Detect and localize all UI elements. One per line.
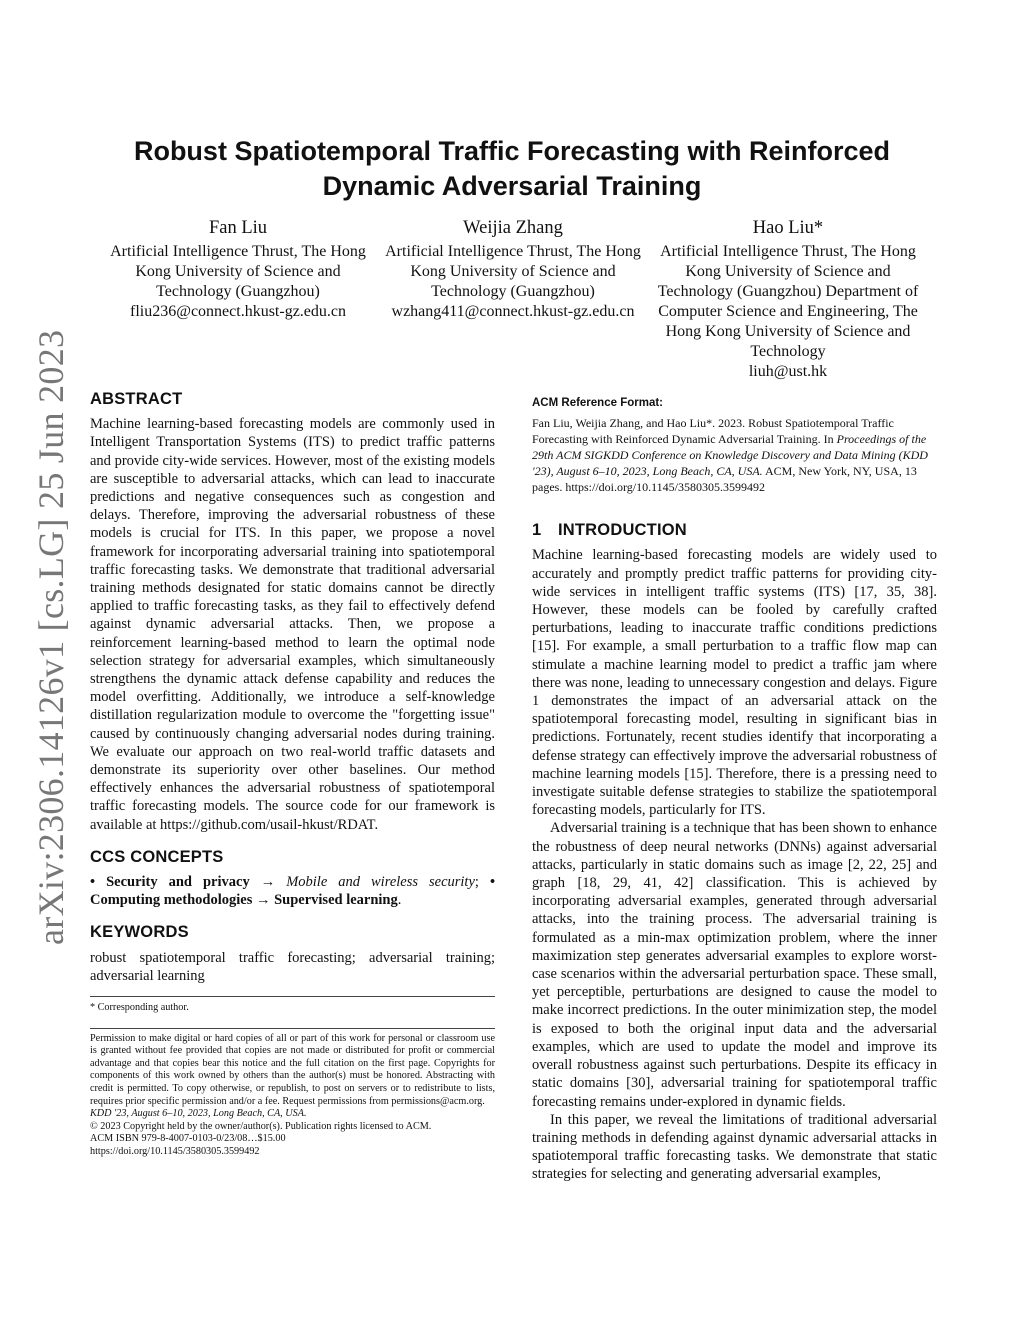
left-column [90,390,495,1159]
author-affiliation: Artificial Intelligence Thrust, The Hong Kong University of Science and Technology (Guangzhou) [385,243,641,300]
permission-rule [90,1028,495,1029]
abstract-heading: ABSTRACT [90,390,183,408]
permission-block [90,1033,495,1159]
intro-paragraph-2: Adversarial training is a technique that has been shown to enhance the robustness of deep neural networks (DNNs) against adversarial attacks, particularly in static domains such as image [2, 22, 25] and graph [18, 29, 41, 42] classification. This is achieved by incorporating adversarial examples, generated through adversarial attacks, into the training process. The adversarial training is formulated as a min-max optimization problem, where the inner maximization step generates adversarial examples to explore worst-case scenarios within the adversarial perturbation space. These small, yet perceptible, perturbations are designed to cause the model to make incorrect predictions. In the outer minimization step, the model is exposed to both the original input data and the adversarial examples, which are used to update the model and improve its overall robustness against such perturbations. Despite its efficacy in static domains [30], adversarial training for spatiotemporal traffic forecasting remains under-explored in dynamic fields. [532,820,937,1110]
ccs-item-2: • Computing methodologies → Supervised learning [90,874,496,909]
ccs-item-1: • Security and privacy [90,874,250,891]
intro-paragraph-1: Machine learning-based forecasting models are widely used to accurately and promptly predict traffic patterns for providing city-wide services in intelligent traffic systems (ITS) [17, 35, 38]. However, these models can be fooled by carefully crafted perturbations, leading to inaccurate traffic conditions predictions [15]. For example, a small perturbation to a traffic flow map can stimulate a machine learning model to predict a traffic jam where there was none, leading to unnecessary congestion and delays. Figure 1 demonstrates the impact of an adversarial attack on the spatiotemporal forecasting model, resulting in significant bias in predictions. Fortunately, recent studies identify that incorporating a defense strategy can effectively improve the adversarial robustness of machine learning models [15]. Therefore, there is a pressing need to investigate suitable defense strategies to stabilize the spatiotemporal forecasting models, particularly for ITS. [532,547,937,819]
ccs-heading: CCS CONCEPTS [90,847,224,866]
doi-line: https://doi.org/10.1145/3580305.3599492 [90,1146,260,1158]
ccs-arrow: → [249,874,287,891]
acm-ref-text [532,415,937,495]
keywords-text: robust spatiotemporal traffic forecasting; adversarial training; adversarial learning [90,949,495,984]
author-name: Hao Liu* [752,218,824,238]
acm-ref-part1: Fan Liu, Weijia Zhang, and Hao Liu*. 2023. Robust Spatiotemporal Traffic Forecasting with Reinforced Dynamic Adversarial Training. In [532,416,894,447]
author-email: liuh@ust.hk [748,363,828,380]
copyright-line: © 2023 Copyright held by the owner/author(s). Publication rights licensed to ACM. [90,1120,432,1132]
section-number: 1 [532,521,542,540]
author-affiliation: Artificial Intelligence Thrust, The Hong Kong University of Science and Technology (Guangzhou) Department of Computer Science and Engineering, The Hong Kong University of Science and Technology [657,243,919,360]
author-affiliation: Artificial Intelligence Thrust, The Hong Kong University of Science and Technology (Guangzhou) [110,243,366,300]
venue-line: KDD '23, August 6–10, 2023, Long Beach, CA, USA. [90,1108,307,1120]
author-email: fliu236@connect.hkust-gz.edu.cn [129,303,346,320]
keywords-heading: KEYWORDS [90,923,189,942]
intro-paragraph-3: In this paper, we reveal the limitations of traditional adversarial training methods in defending against dynamic adversarial attacks in spatiotemporal traffic forecasting tasks. We demonstrate that static strategies for selecting and generating adversarial examples, [532,1111,937,1183]
author-email: wzhang411@connect.hkust-gz.edu.cn [391,303,635,320]
author-name: Weijia Zhang [463,218,563,238]
intro-heading [532,521,937,539]
section-title: INTRODUCTION [558,521,687,540]
author-name: Fan Liu [208,218,268,238]
author-block-1 [103,216,373,322]
acm-ref-heading: ACM Reference Format: [532,397,663,409]
ccs-concepts [90,873,495,909]
acm-ref-proceedings: Proceedings of the 29th ACM SIGKDD Conference on Knowledge Discovery and Data Mining (KDD '23), August 6–10, 2023, Long Beach, CA, USA. [532,432,928,479]
footnote: * Corresponding author. [90,1002,189,1014]
acm-ref-part3: ACM, New York, NY, USA, 13 pages. https://doi.org/10.1145/3580305.3599492 [532,464,917,495]
permission-text: Permission to make digital or hard copies of all or part of this work for personal or classroom use is granted without fee provided that copies are not made or distributed for profit or commercial advantage and that copies bear this notice and the full citation on the first page. Copyrights for components of this work owned by others than the author(s) must be honored. Abstracting with credit is permitted. To copy otherwise, or republish, to post on servers or to redistribute to lists, requires prior specific permission and/or a fee. Request permissions from permissions@acm.org. [90,1032,495,1107]
ccs-separator: ; [474,874,490,891]
author-block-3 [653,216,923,382]
footnote-rule [90,996,495,997]
right-column [532,394,937,1184]
isbn-line: ACM ISBN 979-8-4007-0103-0/23/08…$15.00 [90,1133,286,1145]
ccs-end: . [397,892,402,909]
author-block-2 [378,216,648,322]
ccs-item-1-sub: Mobile and wireless security [286,874,475,891]
arxiv-stamp: arXiv:2306.14126v1 [cs.LG] 25 Jun 2023 [31,329,71,945]
paper-title: Robust Spatiotemporal Traffic Forecasting with Reinforced Dynamic Adversarial Training [133,136,891,201]
abstract-text: Machine learning-based forecasting models are commonly used in Intelligent Transportation Systems (ITS) to predict traffic patterns and provide city-wide services. However, most of the existing models are susceptible to adversarial attacks, which can lead to inaccurate predictions and negative consequences such as congestion and delays. Therefore, improving the adversarial robustness of these models is crucial for ITS. In this paper, we propose a novel framework for incorporating adversarial training into spatiotemporal traffic forecasting tasks. We demonstrate that traditional adversarial training methods designated for static domains cannot be directly applied to traffic forecasting tasks, as they fail to effectively defend against dynamic adversarial attacks. Then, we propose a reinforcement learning-based method to learn the optimal node selection strategy for adversarial examples, which simultaneously strengthens the dynamic attack defense capability and reduces the model overfitting. Additionally, we introduce a self-knowledge distillation regularization module to overcome the "forgetting issue" caused by continuously changing adversarial nodes during training. We evaluate our approach on two real-world traffic datasets and demonstrate its superiority over other baselines. Our method effectively enhances the adversarial robustness of spatiotemporal traffic forecasting models. The source code for our framework is available at https://github.com/usail-hkust/RDAT. [90,416,495,833]
